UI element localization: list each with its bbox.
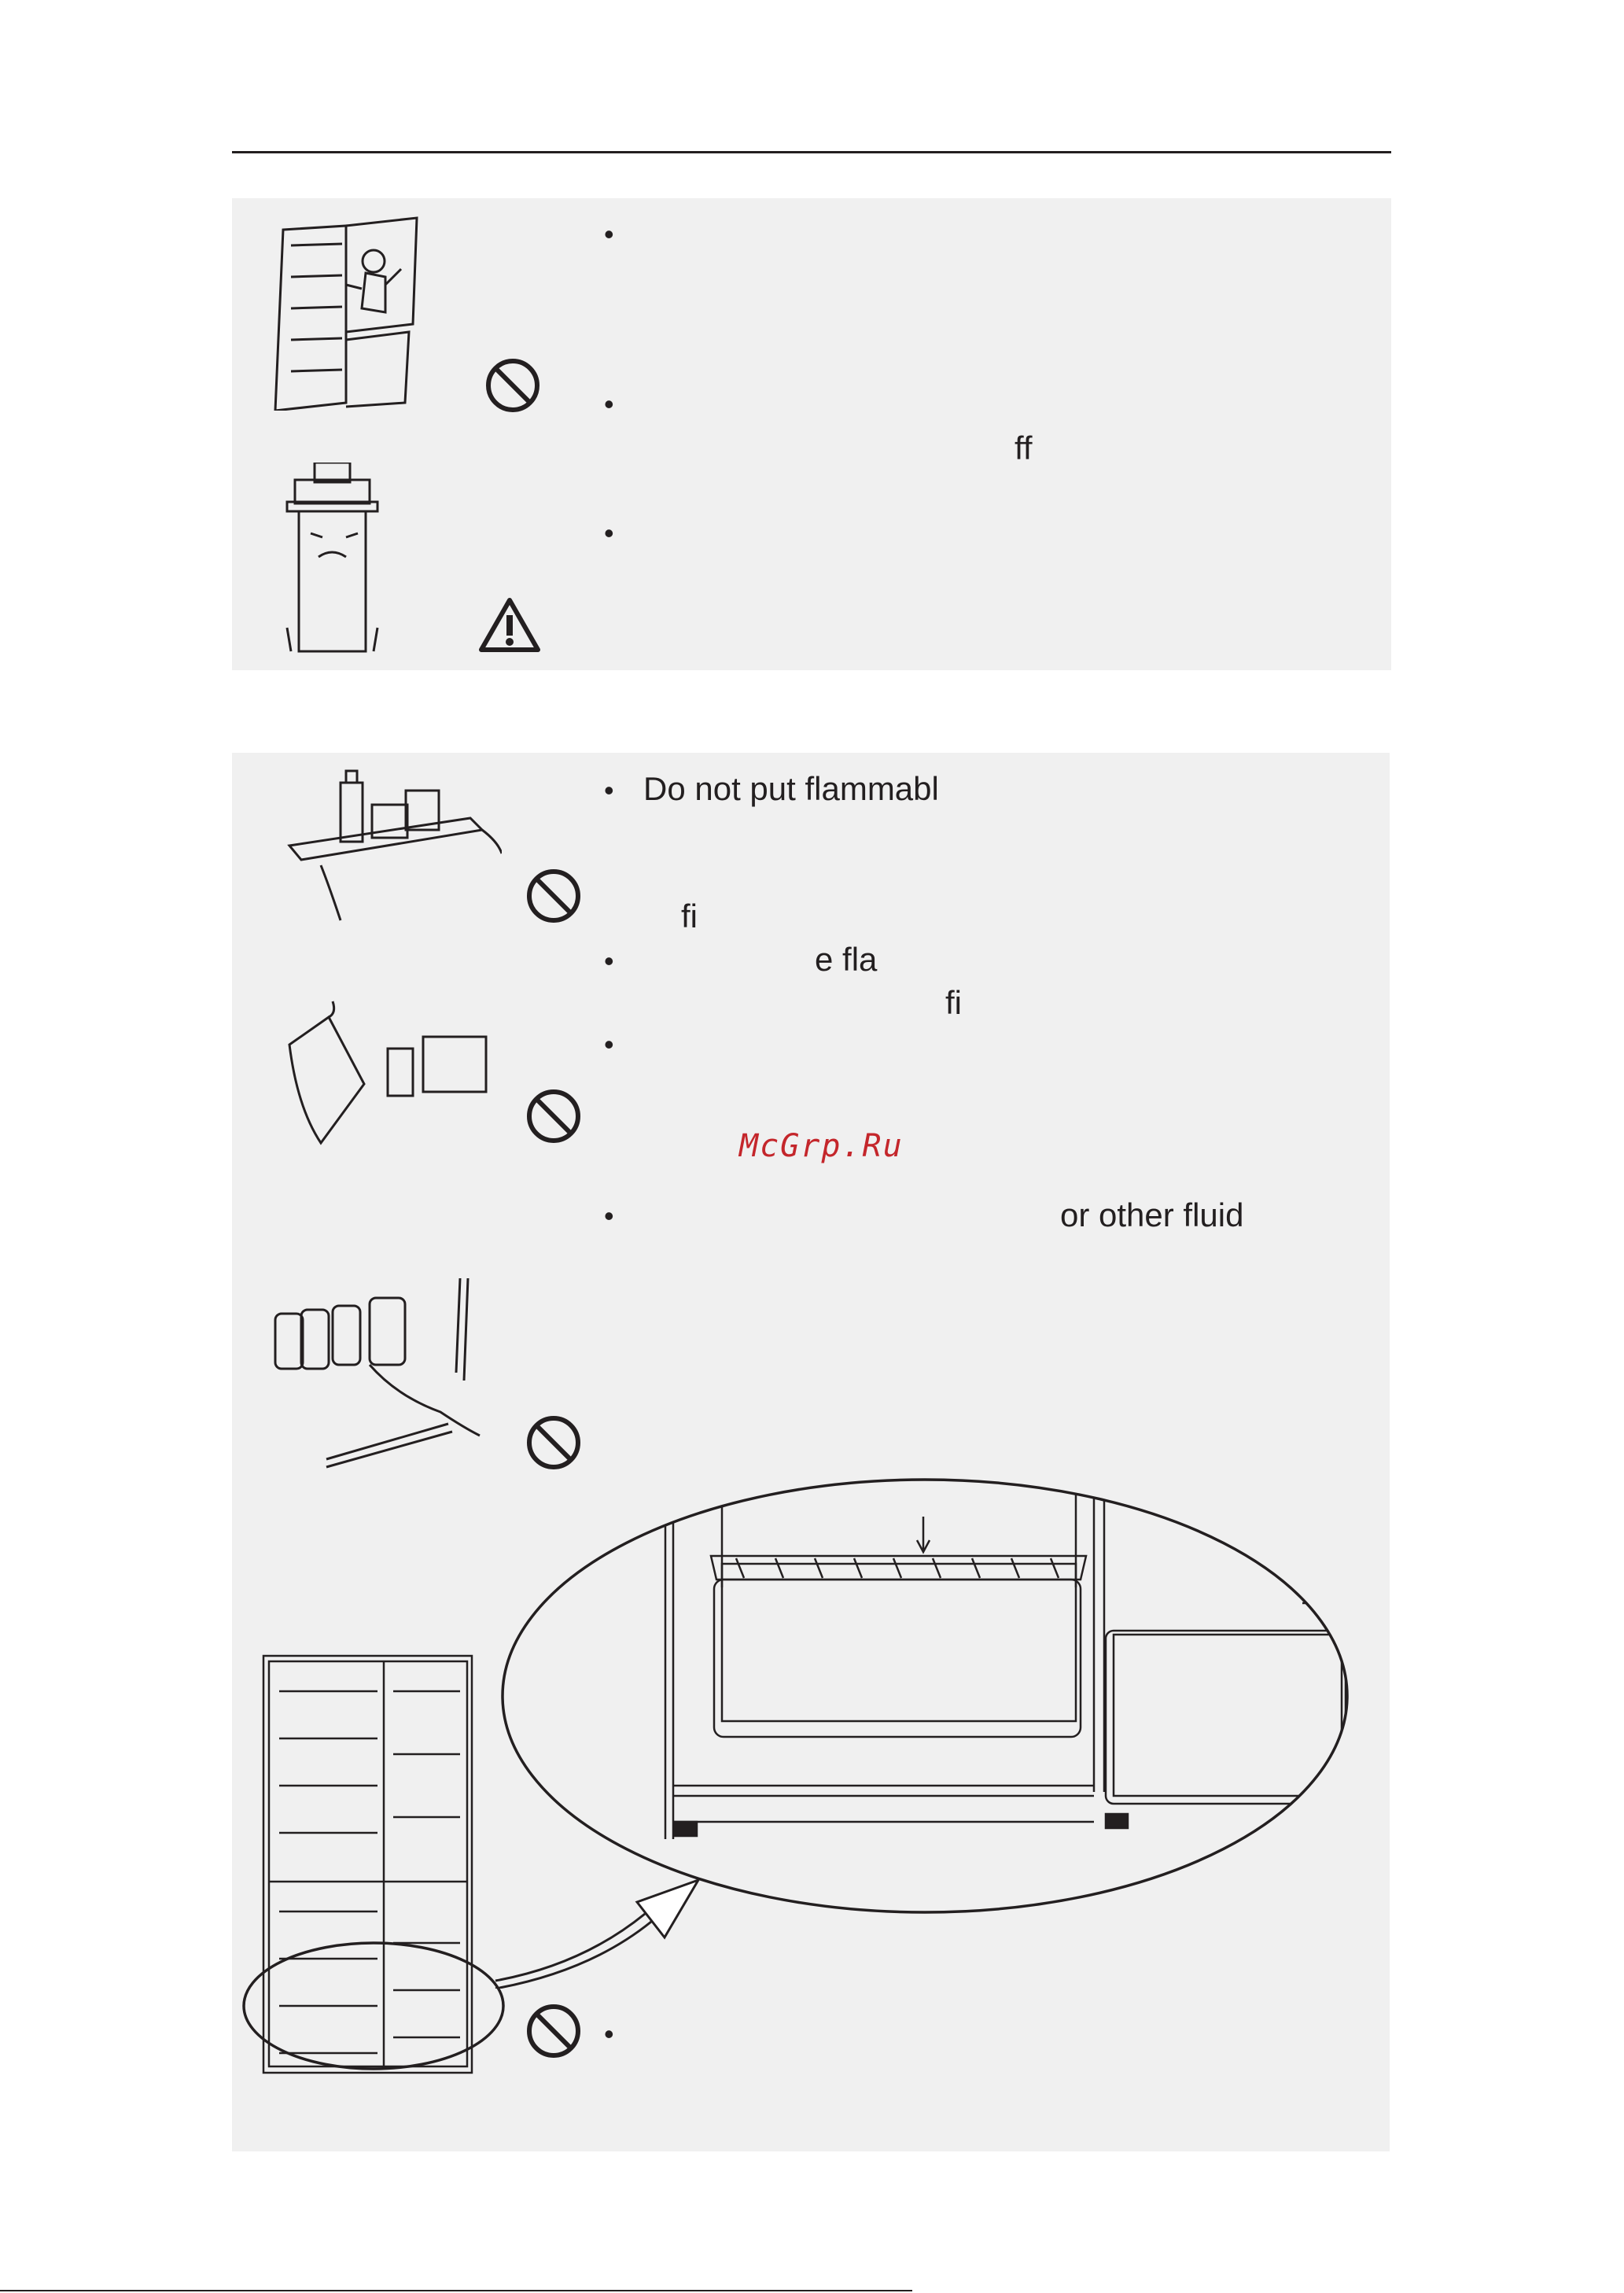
- text-fragment-fi-1: fi: [681, 898, 698, 935]
- bullet-7: •: [604, 1200, 614, 1232]
- text-fragment-flammable: Do not put flammabl: [643, 770, 939, 807]
- child-climbing-fridge-illustration: [267, 214, 425, 411]
- flammable-items-shelf-illustration: [282, 767, 502, 924]
- beer-cans-illustration: [271, 1278, 484, 1475]
- blood-drugs-illustration: [282, 990, 494, 1147]
- bullet-3: •: [604, 517, 614, 549]
- text-fragment-or-other-fluid: or other fluid: [1060, 1196, 1244, 1233]
- watermark: McGrp.Ru: [739, 1128, 904, 1164]
- text-fragment-ff: ff: [1015, 429, 1033, 466]
- bullet-5: •: [604, 945, 614, 977]
- bullet-1: •: [604, 218, 614, 250]
- prohibition-icon: [484, 357, 541, 414]
- bullet-2: •: [604, 388, 614, 420]
- warning-triangle-icon: [478, 596, 541, 653]
- fridge-front-view-illustration: [236, 1644, 507, 2085]
- bullet-4: •: [604, 774, 614, 806]
- text-fragment-e-fla: e fla: [815, 941, 878, 978]
- zoomed-detail-illustration: [500, 1477, 1350, 1915]
- prohibition-icon: [525, 1088, 582, 1145]
- text-fragment-fi-2: fi: [945, 984, 962, 1021]
- prohibition-icon: [525, 2003, 582, 2059]
- bullet-8: •: [604, 2018, 614, 2050]
- header-rule: [232, 151, 1391, 153]
- bullet-6: •: [604, 1028, 614, 1060]
- overloaded-fridge-illustration: [283, 463, 393, 659]
- footer-rule: [0, 2290, 912, 2291]
- prohibition-icon: [525, 1414, 582, 1471]
- prohibition-icon: [525, 868, 582, 924]
